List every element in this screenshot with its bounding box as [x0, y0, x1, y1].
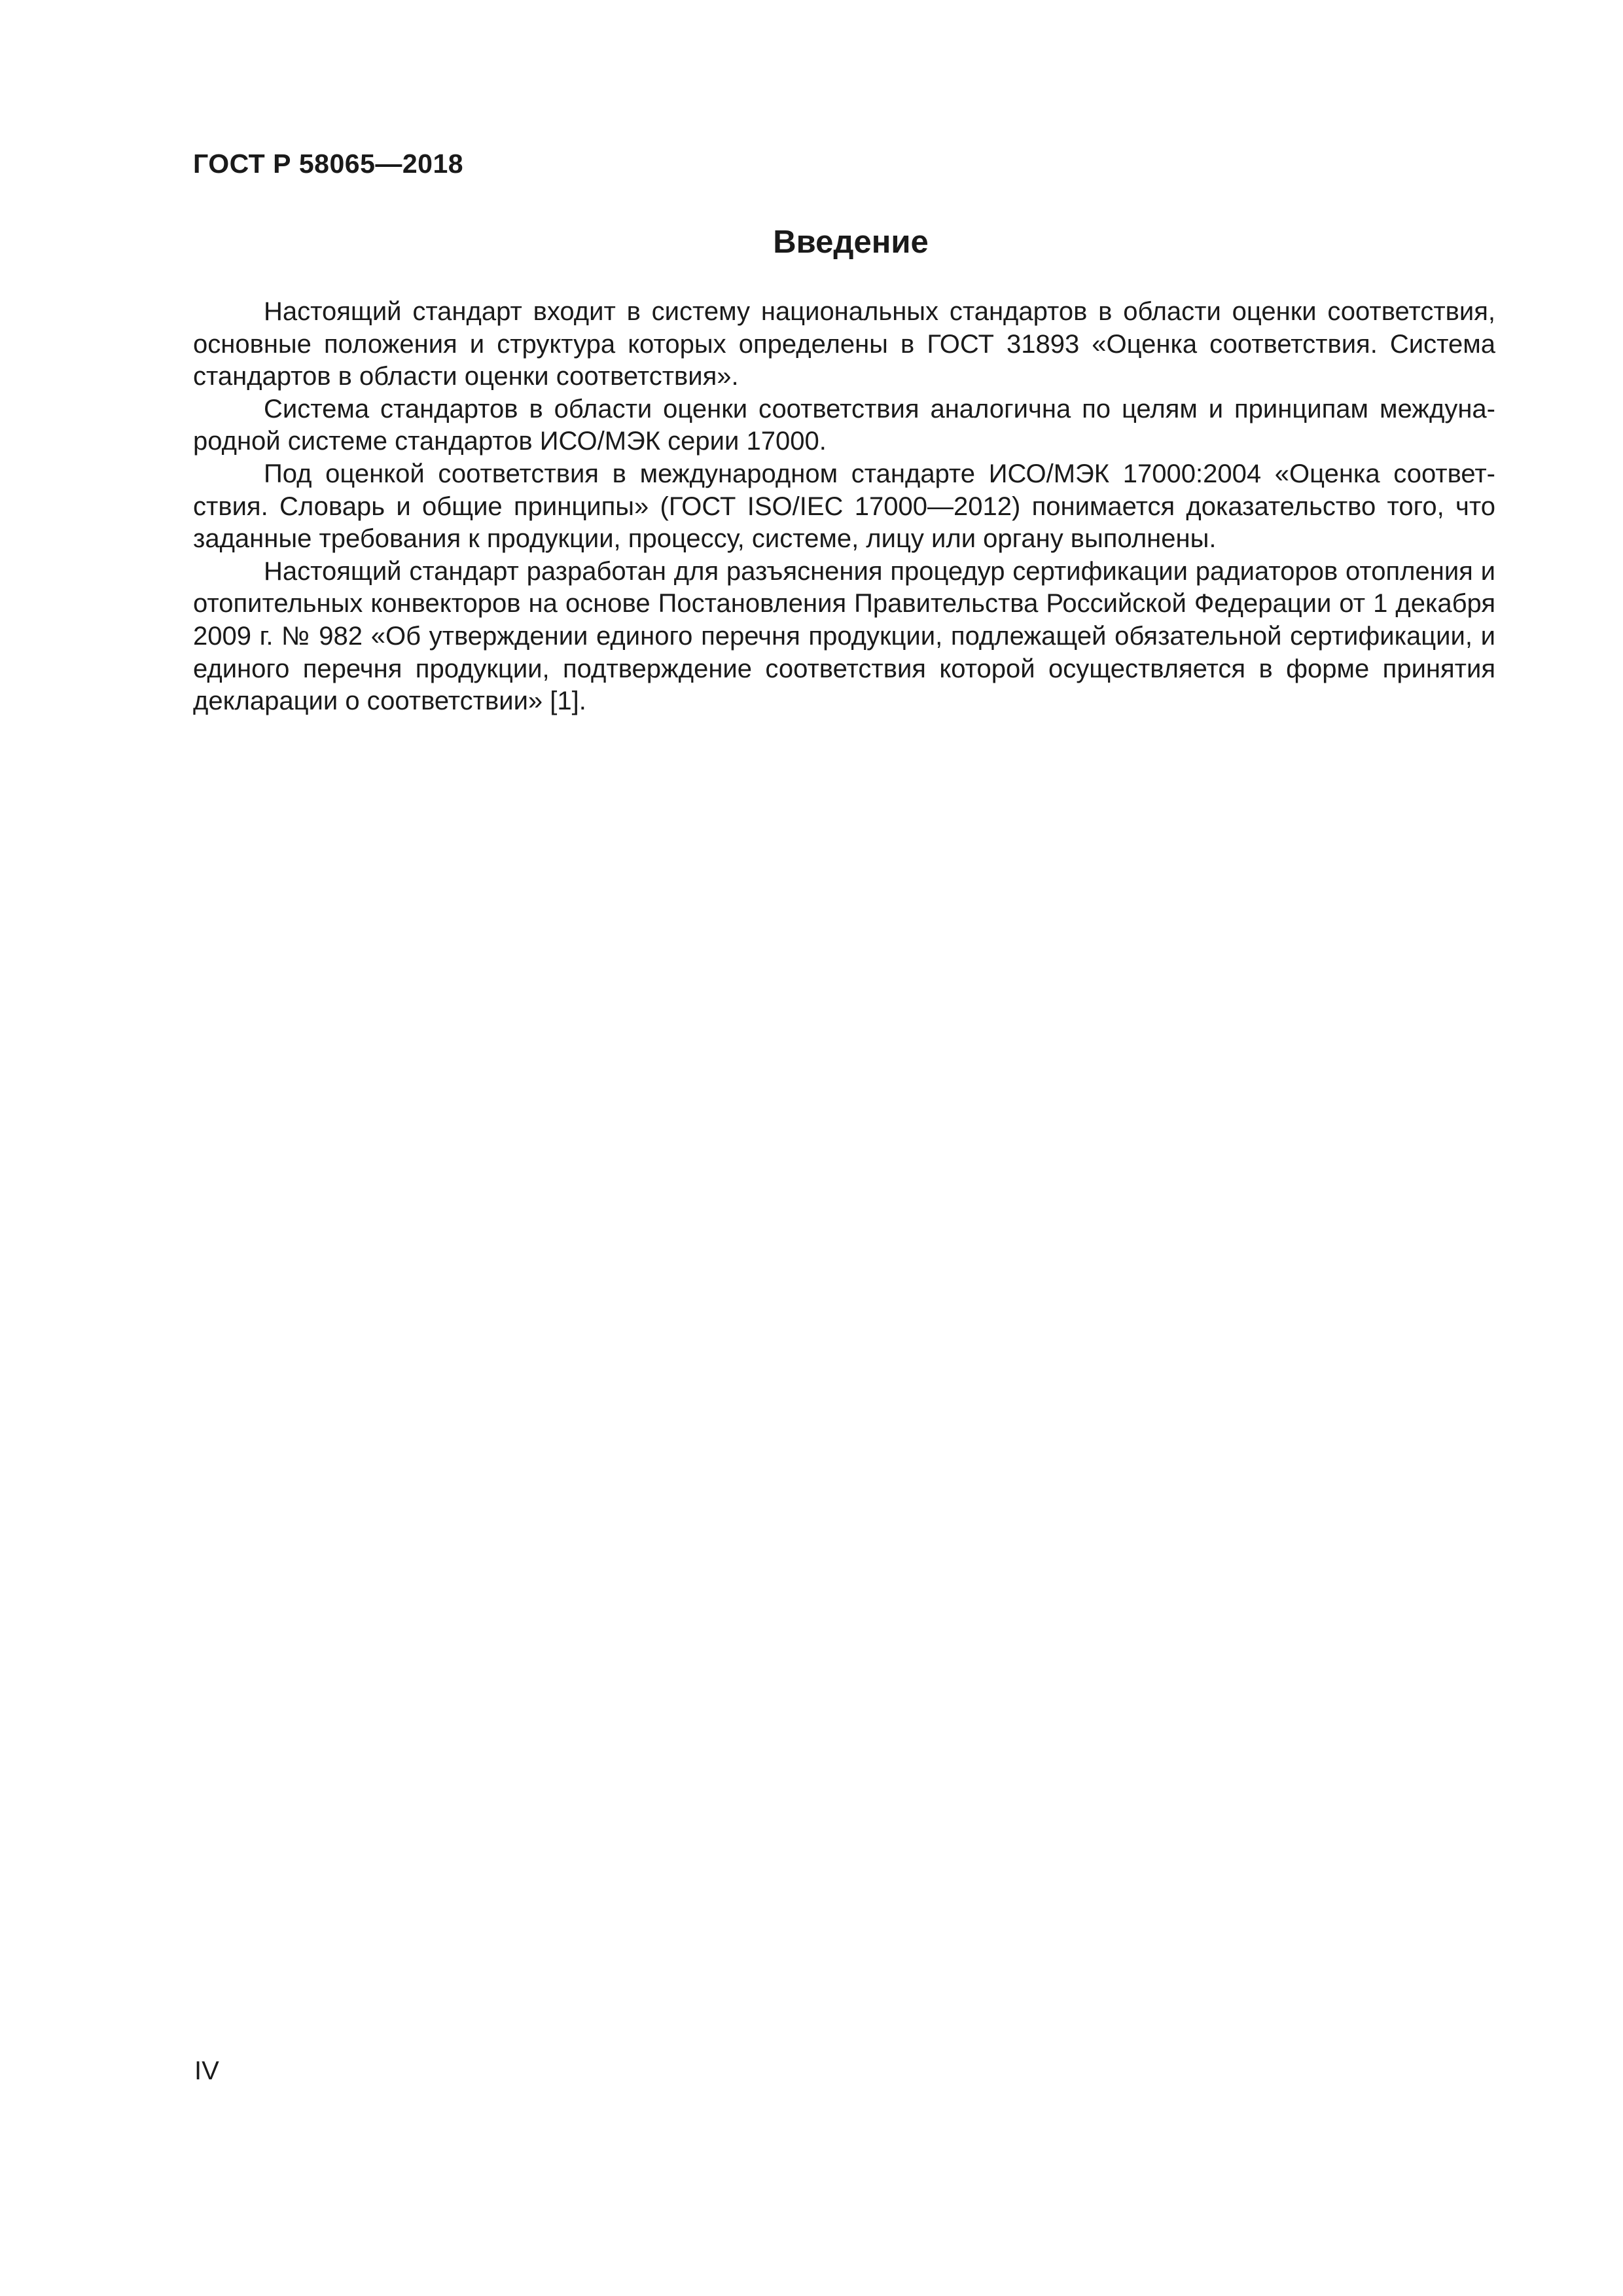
section-title — [0, 223, 1623, 262]
paragraph: Настоящий стандарт входит в систему национальных стандартов в области оценки соответствия, основные положения и структура которых определены в ГОСТ 31893 «Оценка соответствия. Система стандартов в области оценки соответствия». — [193, 297, 1495, 391]
introduction-body — [193, 296, 1495, 718]
paragraph: Настоящий стандарт разработан для разъяснения процедур сертификации радиаторов отопления и отопительных конвекторов на основе Постановления Правительства Российской Федерации от 1 декабря 2009 г. № 982 «Об утверждении единого перечня продукции, подлежащей обязательной сертификации, и единого перечня продукции, подтверждение соответствия которой осуществляется в форме принятия декларации о соответствии» [1]. — [193, 556, 1495, 716]
section-title-text: Введение — [773, 224, 929, 260]
paragraph: Под оценкой соответствия в международном стандарте ИСО/МЭК 17000:2004 «Оценка соответствия. Словарь и общие принципы» (ГОСТ ISO/IEC 17000—2012) понимается доказательство того, что заданные требования к продукции, процессу, системе, лицу или органу выполнены. — [193, 459, 1495, 554]
paragraph: Система стандартов в области оценки соответствия аналогична по целям и принципам международной системе стандартов ИСО/МЭК серии 17000. — [193, 394, 1495, 456]
page-number: IV — [194, 2056, 219, 2085]
document-code-header: ГОСТ Р 58065—2018 — [193, 149, 464, 179]
